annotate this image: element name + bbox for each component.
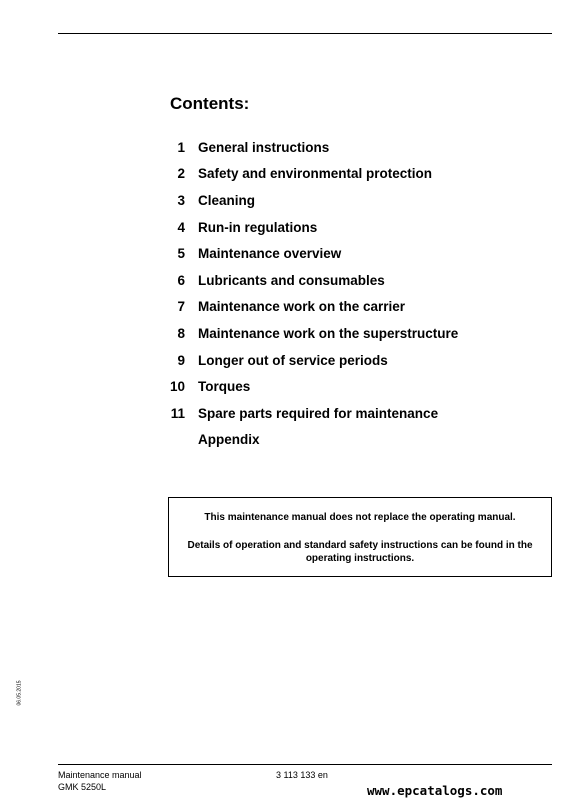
- toc-label: Lubricants and consumables: [198, 272, 385, 288]
- toc-number: 6: [177, 272, 185, 288]
- toc-item[interactable]: [160, 294, 458, 321]
- toc-item[interactable]: [160, 373, 458, 400]
- toc-label: Torques: [198, 379, 251, 395]
- toc-item[interactable]: [160, 134, 458, 161]
- toc-label: Spare parts required for maintenance: [198, 405, 439, 421]
- page-title: Contents:: [170, 94, 250, 113]
- toc-label: General instructions: [198, 139, 330, 155]
- toc-label: Appendix: [198, 432, 260, 448]
- toc-item[interactable]: [160, 267, 458, 294]
- toc-number: 10: [169, 379, 185, 395]
- toc-label: Longer out of service periods: [198, 352, 388, 368]
- table-of-contents: [160, 134, 458, 453]
- notice-line-1: This maintenance manual does not replace the operating manual.: [204, 512, 516, 523]
- toc-label: Run-in regulations: [198, 219, 318, 235]
- toc-label: Maintenance work on the superstructure: [198, 325, 459, 341]
- toc-label: Maintenance work on the carrier: [198, 299, 406, 315]
- toc-label: Safety and environmental protection: [198, 166, 433, 182]
- notice-line-2: Details of operation and standard safety instructions can be found in the operating instructions.: [187, 540, 533, 564]
- toc-item[interactable]: [160, 161, 458, 188]
- toc-item[interactable]: [160, 240, 458, 267]
- toc-item[interactable]: [160, 427, 458, 454]
- footer-manual: Maintenance manual: [58, 770, 142, 780]
- toc-item[interactable]: [160, 320, 458, 347]
- bottom-rule: [58, 764, 552, 765]
- side-date: [15, 678, 39, 708]
- toc-number: 11: [170, 405, 185, 421]
- toc-number: 7: [177, 299, 185, 315]
- toc-label: Maintenance overview: [198, 246, 342, 262]
- toc-item[interactable]: [160, 400, 458, 427]
- toc-number: 4: [177, 219, 185, 235]
- watermark-link[interactable]: www.epcatalogs.com: [367, 783, 503, 798]
- toc-number: 3: [177, 192, 185, 208]
- toc-item[interactable]: [160, 187, 458, 214]
- top-rule: [58, 33, 552, 34]
- notice-box: [168, 497, 552, 577]
- footer-doc-number: 3 113 133 en: [276, 770, 328, 780]
- toc-label: Cleaning: [198, 192, 256, 208]
- toc-number: 1: [177, 139, 185, 155]
- toc-item[interactable]: [160, 214, 458, 241]
- side-date-text: 06.05.2015: [16, 680, 23, 706]
- toc-number: 5: [177, 246, 185, 262]
- footer-model: GMK 5250L: [58, 782, 107, 792]
- toc-number: 2: [177, 166, 185, 182]
- toc-item[interactable]: [160, 347, 458, 374]
- toc-number: 9: [177, 352, 185, 368]
- toc-number: 8: [177, 325, 185, 341]
